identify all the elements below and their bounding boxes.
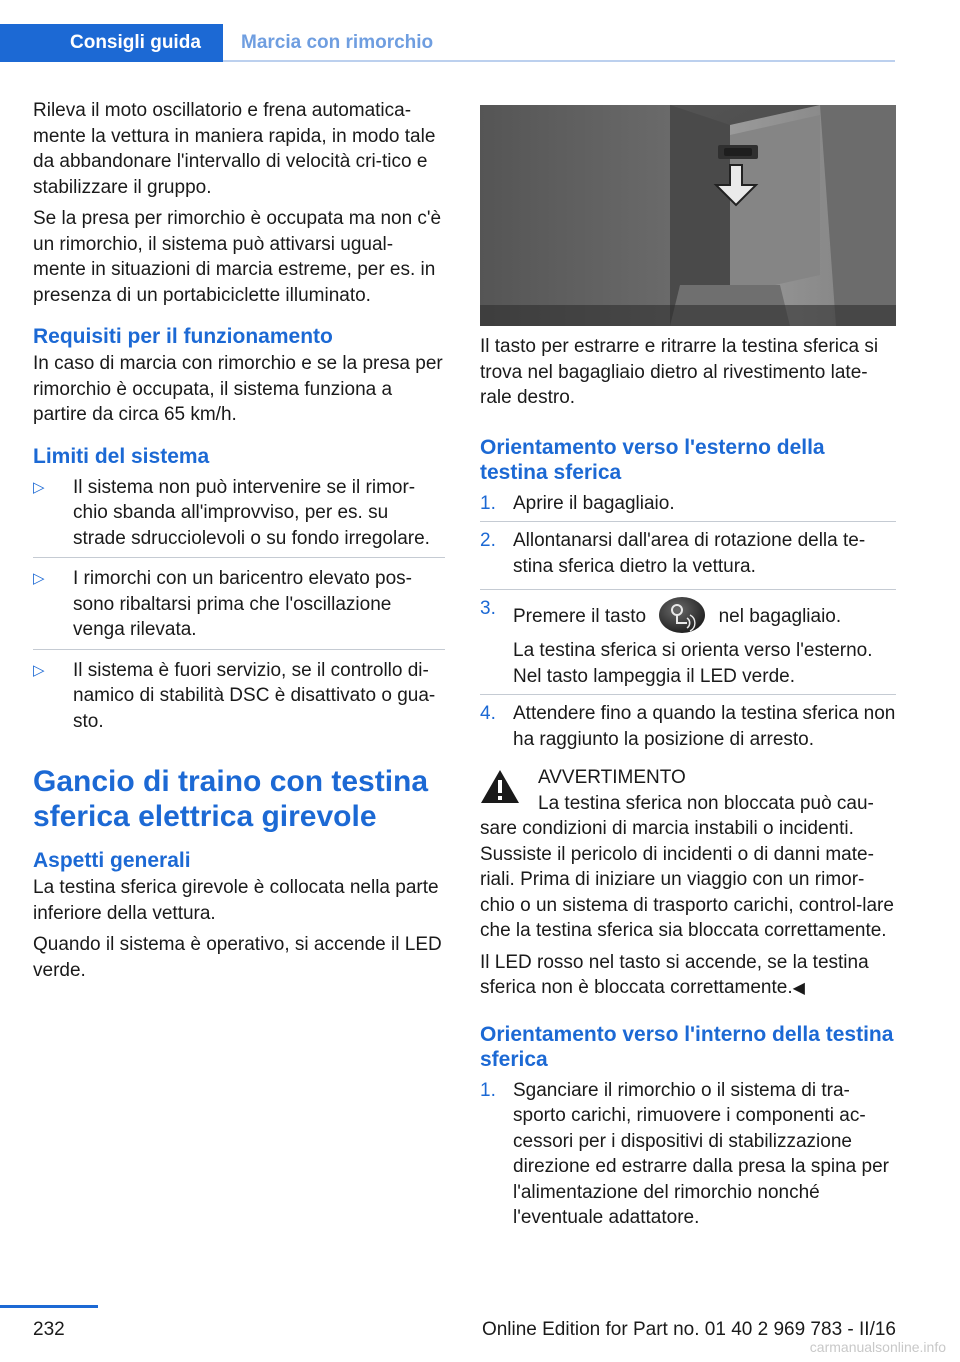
trunk-photo-illustration <box>480 105 896 326</box>
step-text: Aprire il bagagliaio. <box>513 492 675 514</box>
step-text: Sganciare il rimorchio o il sistema di tra‐sporto carichi, rimuovere i componenti ac‐cessori per i dispositivi di stabilizzazione direzione ed estrarre dalla presa la spina per l'alimentazione del rimorchio nonché l'eventuale adattatore. <box>513 1079 889 1228</box>
step-number: 1. <box>480 1079 496 1101</box>
list-item-text: Il sistema è fuori servizio, se il controllo di‐namico di stabilità DSC è disattivato o gua‐sto. <box>73 659 436 732</box>
warning-block <box>480 765 896 791</box>
list-item <box>480 596 896 695</box>
intro-paragraph-2: Se la presa per rimorchio è occupata ma non c'è un rimorchio, il sistema può attivarsi ugual‐mente in situazioni di marcia estreme, per es. in presenza di un portabiciclette illuminato. <box>33 208 442 306</box>
warning-triangle-icon <box>480 769 520 804</box>
requirements-text: In caso di marcia con rimorchio e se la presa per rimorchio è occupata, il sistema funziona a partire da circa 65 km/h. <box>33 353 443 425</box>
step-number: 4. <box>480 703 496 724</box>
list-item <box>480 701 896 757</box>
limits-heading: Limiti del sistema <box>33 444 210 468</box>
inward-steps <box>480 1078 896 1236</box>
list-item <box>480 491 896 523</box>
list-item <box>480 1078 896 1236</box>
list-item <box>33 475 445 559</box>
step-text: Attendere fino a quando la testina sferica non ha raggiunto la posizione di arresto. <box>513 703 896 750</box>
hitch-button-icon <box>657 596 707 634</box>
step-subtext: La testina sferica si orienta verso l'esterno. Nel tasto lampeggia il LED verde. <box>513 640 873 687</box>
triangle-bullet-icon: ▷ <box>33 478 45 496</box>
trunk-button-photo <box>480 105 896 326</box>
subsection-tab[interactable]: Marcia con rimorchio <box>241 32 434 53</box>
led-note <box>480 950 896 1002</box>
warning-text-content: La testina sferica non bloccata può cau‐sare condizioni di marcia instabili o incidenti. Sussiste il pericolo di incidenti o di danni mate‐riali. Prima di iniziare un viaggio con un rimor‐chio o un sistema di trasporto carichi, control‐lare che la testina sferica sia bloccata correttamente. <box>480 792 894 941</box>
warning-text <box>480 791 896 944</box>
inward-heading: Orientamento verso l'interno della testina sferica <box>480 1022 894 1071</box>
outward-heading: Orientamento verso l'esterno della testina sferica <box>480 435 825 484</box>
step-text: Premere il tasto <box>513 606 647 627</box>
step-text: Allontanarsi dall'area di rotazione della te‐stina sferica dietro la vettura. <box>513 530 866 577</box>
page-number: 232 <box>33 1319 65 1340</box>
step-number: 1. <box>480 492 496 514</box>
page-header <box>0 0 960 62</box>
right-column <box>480 334 896 1242</box>
requirements-heading: Requisiti per il funzionamento <box>33 325 333 348</box>
header-divider <box>223 60 895 62</box>
general-paragraph-1: La testina sferica girevole è collocata nella parte inferiore della vettura. <box>33 877 439 924</box>
step-number: 2. <box>480 530 496 551</box>
list-item-text: Il sistema non può intervenire se il rimor‐chio sbanda all'improvviso, per es. su strade sdrucciolevoli o su fondo irregolare. <box>73 476 430 549</box>
limits-list <box>33 475 445 741</box>
step-text: nel bagagliaio. <box>718 606 842 627</box>
chapter-heading: Gancio di traino con testina sferica elettrica girevole <box>33 765 429 833</box>
image-caption: Il tasto per estrarre e ritrarre la testina sferica si trova nel bagagliaio dietro al rivestimento late‐rale destro. <box>480 336 879 408</box>
step-number: 3. <box>480 598 496 619</box>
intro-paragraph-1: Rileva il moto oscillatorio e frena automatica‐mente la vettura in maniera rapida, in modo tale da abbandonare l'intervallo di velocità cri‐tico e stabilizzare il gruppo. <box>33 100 436 198</box>
outward-steps <box>480 491 896 758</box>
section-tab[interactable]: Consigli guida <box>0 24 223 62</box>
watermark: carmanualsonline.info <box>809 1339 946 1355</box>
list-item-text: I rimorchi con un baricentro elevato pos‐sono ribaltarsi prima che l'oscillazione venga rilevata. <box>73 568 412 640</box>
list-item <box>480 528 896 590</box>
triangle-bullet-icon: ▷ <box>33 570 45 587</box>
triangle-bullet-icon: ▷ <box>33 661 45 679</box>
warning-title: AVVERTIMENTO <box>538 767 686 788</box>
end-of-section-mark: ◀ <box>792 980 805 997</box>
edition-info: Online Edition for Part no. 01 40 2 969 783 - II/16 <box>481 1319 896 1340</box>
left-column <box>33 98 445 989</box>
list-item <box>33 658 445 741</box>
general-heading: Aspetti generali <box>33 849 191 872</box>
list-item <box>33 566 445 650</box>
general-paragraph-2: Quando il sistema è operativo, si accende il LED verde. <box>33 934 442 981</box>
footer-divider <box>0 1305 98 1308</box>
led-note-text: Il LED rosso nel tasto si accende, se la testina sferica non è bloccata correttamente. <box>480 951 869 998</box>
